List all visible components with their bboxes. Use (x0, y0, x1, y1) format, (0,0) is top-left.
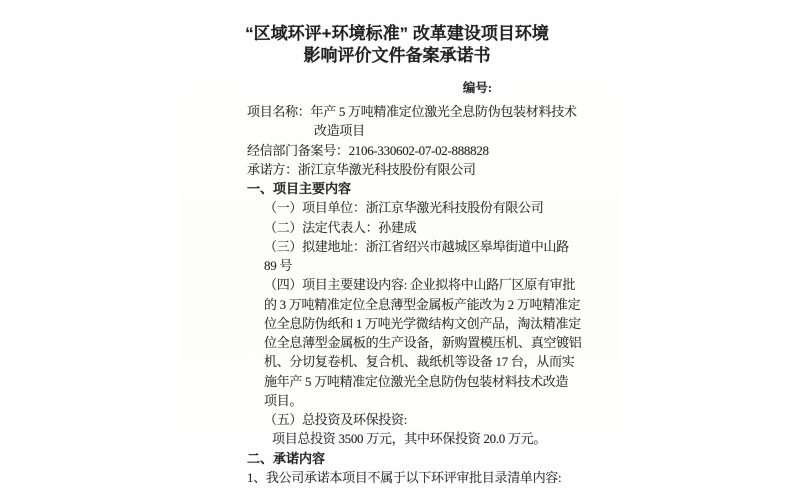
section-1-item-3-line-2: 89 号 (264, 258, 293, 273)
section-2-item-1: 1、我公司承诺本项目不属于以下环评审批目录清单内容: (247, 469, 562, 485)
section-1-item-4-line-1: （四）项目主要建设内容: 企业拟将中山路厂区原有审批 (264, 277, 576, 293)
project-name-line-1: 项目名称：年产 5 万吨精准定位激光全息防伪包装材料技术 (247, 104, 577, 119)
section-1-item-1: （一）项目单位：浙江京华激光科技股份有限公司 (264, 200, 544, 216)
section-1-item-5-detail: 项目总投资 3500 万元，其中环保投资 20.0 万元。 (272, 431, 547, 447)
section-1-item-4-line-2: 的 3 万吨精准定位全息薄型金属板产能改为 2 万吨精准定 (264, 296, 581, 312)
project-name-line-2: 改造项目 (314, 123, 365, 139)
section-1-item-2: （二）法定代表人：孙建成 (264, 219, 417, 235)
section-1-item-5: （五）总投资及环保投资: (264, 412, 408, 427)
section-1-item-4-line-6: 施年产 5 万吨精准定位激光全息防伪包装材料技术改造 (264, 373, 569, 389)
section-1-heading: 一、项目主要内容 (247, 181, 352, 196)
document-title-line2: 影响评价文件备案承诺书 (303, 46, 491, 65)
section-1-item-3-line-1: （三）拟建地址：浙江省绍兴市越城区皋埠街道中山路 (264, 238, 569, 254)
section-2-heading: 二、承诺内容 (247, 450, 326, 466)
document-title (234, 23, 560, 67)
document-body (244, 0, 582, 490)
promisor-line: 承诺方：浙江京华激光科技股份有限公司 (247, 161, 476, 177)
document-text (247, 102, 582, 487)
section-1-item-4-line-4: 位全息薄型金属板的生产设备，新购置模压机、真空镀铝 (264, 335, 582, 350)
serial-number-label: 编号: (462, 81, 492, 95)
serial-number-row (244, 78, 492, 96)
section-1-item-4-line-7: 项目。 (264, 392, 303, 408)
record-number-line: 经信部门备案号：2106-330602-07-02-888828 (247, 142, 489, 158)
section-1-item-4-line-5: 机、分切复卷机、复合机、裁纸机等设备 17 台，从而实 (264, 354, 575, 370)
document-title-line1: “区域环评+环境标准” 改革建设项目环境 (245, 24, 549, 43)
section-1-item-4-line-3: 位全息防伪纸和 1 万吨光学微结构文创产品，淘汰精准定 (264, 315, 581, 331)
